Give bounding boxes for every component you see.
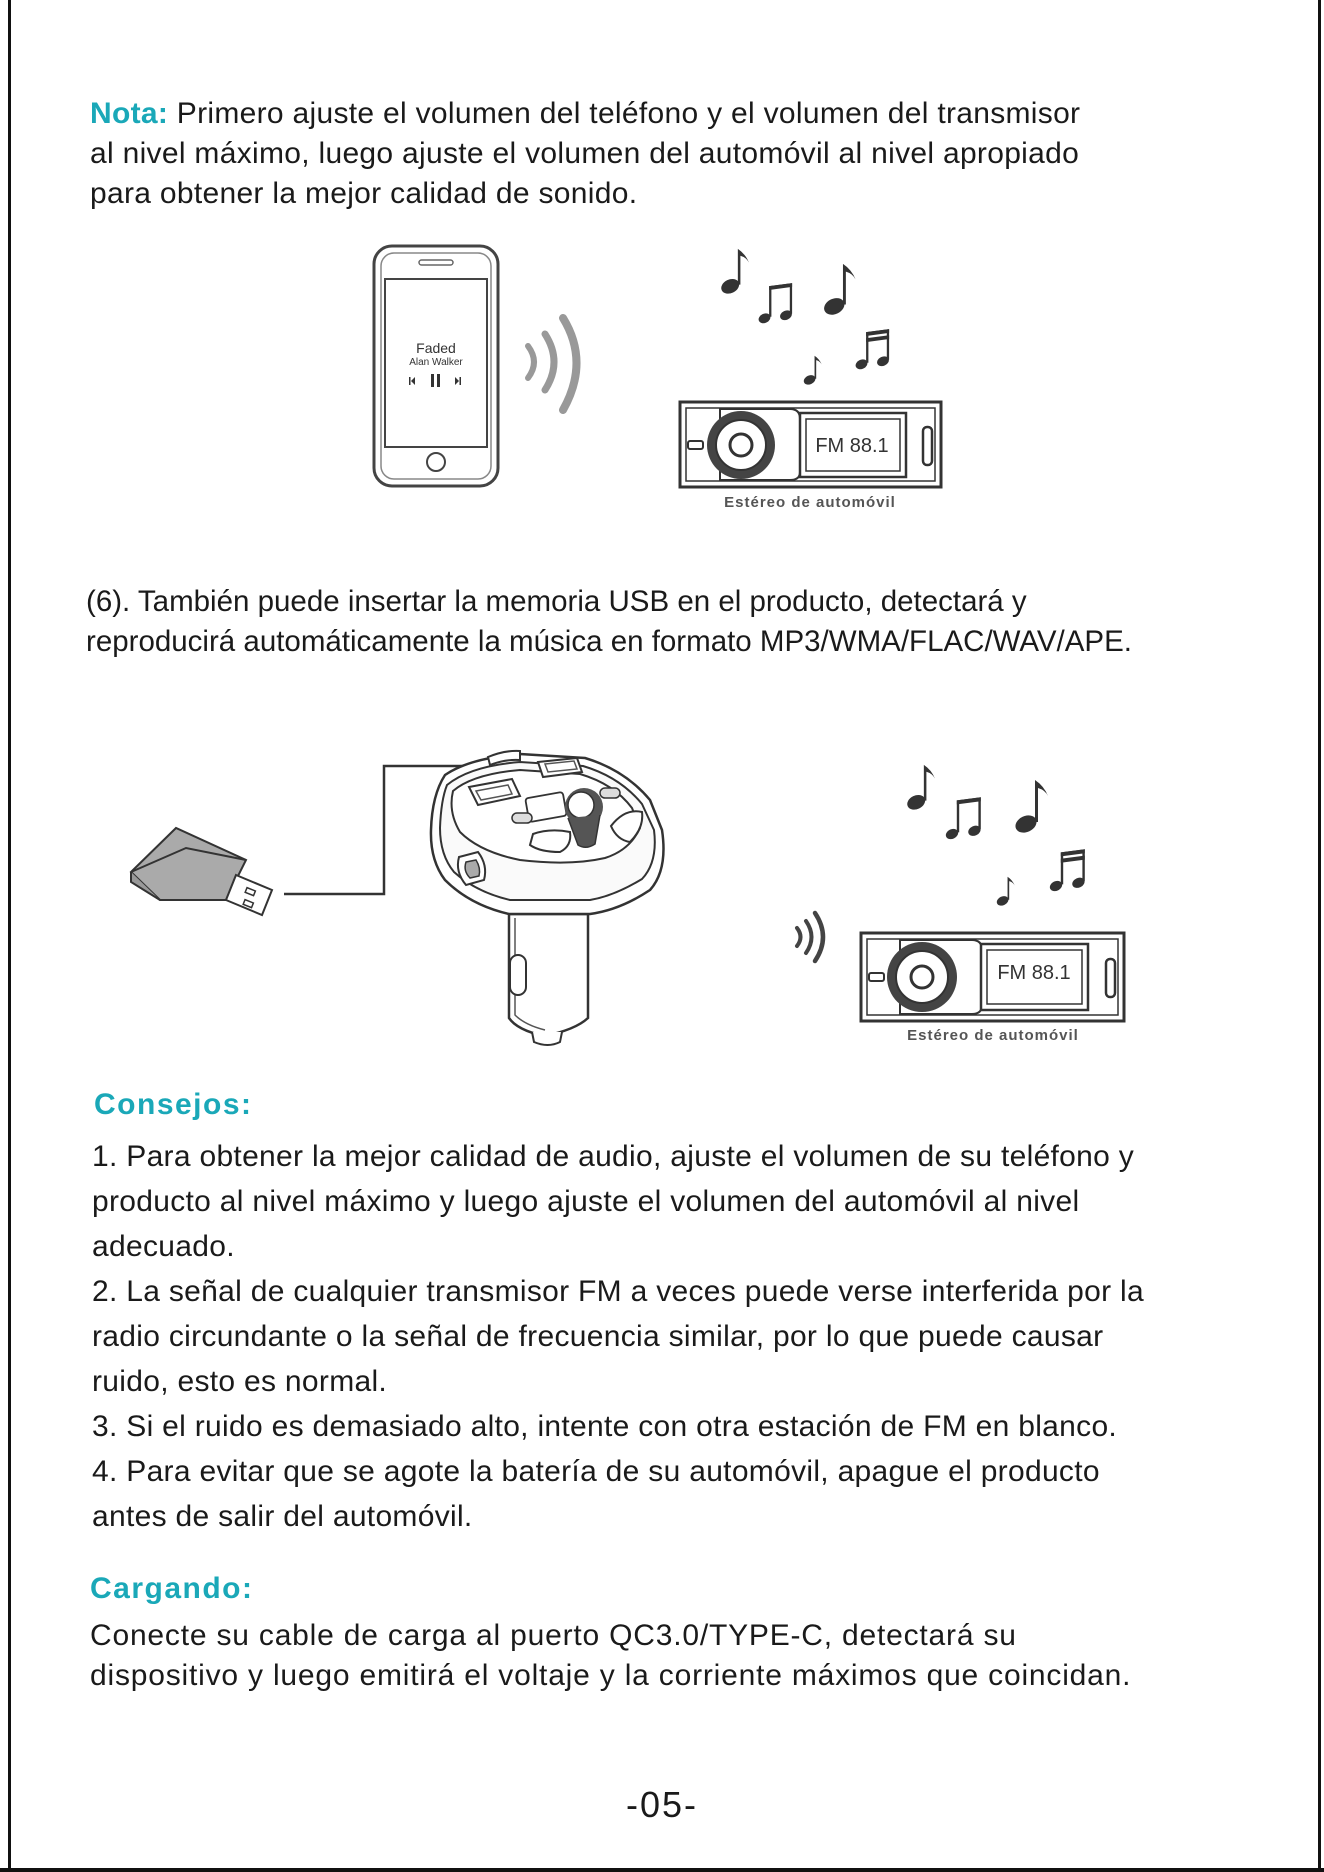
note-line: Primero ajuste el volumen del teléfono y el volumen del transmisor bbox=[168, 97, 1081, 130]
wireless-signal-icon bbox=[797, 913, 823, 961]
music-notes-icon bbox=[905, 765, 1086, 908]
fm-transmitter-illustration bbox=[431, 751, 664, 1045]
charging-paragraph bbox=[90, 1616, 1320, 1696]
tips-line: adecuado. bbox=[92, 1230, 235, 1263]
phone-artist: Alan Walker bbox=[409, 357, 463, 368]
note-line: al nivel máximo, luego ajuste el volumen del automóvil al nivel apropiado bbox=[90, 137, 1080, 170]
car-stereo-illustration bbox=[680, 402, 941, 511]
usb-paragraph bbox=[86, 582, 1316, 662]
tips-line: 2. La señal de cualquier transmisor FM a veces puede verse interferida por la bbox=[92, 1275, 1144, 1308]
tips-line: radio circundante o la señal de frecuencia similar, por lo que puede causar bbox=[92, 1320, 1104, 1353]
note-label: Nota: bbox=[90, 97, 169, 130]
usb-stick-illustration bbox=[131, 828, 272, 915]
usb-line: reproducirá automáticamente la música en formato MP3/WMA/FLAC/WAV/APE. bbox=[86, 625, 1132, 658]
page-number: -05- bbox=[625, 1784, 699, 1825]
tips-heading: Consejos: bbox=[94, 1088, 253, 1121]
tips-line: 4. Para evitar que se agote la batería de su automóvil, apague el producto bbox=[92, 1455, 1100, 1488]
tips-line: ruido, esto es normal. bbox=[92, 1365, 388, 1398]
radio-display: FM 88.1 bbox=[997, 962, 1071, 984]
tips-line: antes de salir del automóvil. bbox=[92, 1500, 473, 1533]
tips-list bbox=[92, 1134, 1292, 1539]
charging-line: Conecte su cable de carga al puerto QC3.0/TYPE-C, detectará su bbox=[90, 1619, 1017, 1652]
music-notes-icon bbox=[719, 249, 891, 387]
charging-line: dispositivo y luego emitirá el voltaje y la corriente máximos que coincidan. bbox=[90, 1659, 1132, 1692]
radio-caption: Estéreo de automóvil bbox=[907, 1027, 1079, 1044]
charging-heading: Cargando: bbox=[90, 1572, 254, 1605]
radio-caption: Estéreo de automóvil bbox=[724, 494, 896, 511]
car-stereo-illustration bbox=[861, 933, 1124, 1044]
tips-line: producto al nivel máximo y luego ajuste el volumen del automóvil al nivel bbox=[92, 1185, 1080, 1218]
phone-illustration bbox=[374, 246, 498, 486]
note-line: para obtener la mejor calidad de sonido. bbox=[90, 177, 638, 210]
phone-song-title: Faded bbox=[416, 340, 456, 356]
wireless-signal-icon bbox=[528, 318, 577, 410]
tips-line: 3. Si el ruido es demasiado alto, intente con otra estación de FM en blanco. bbox=[92, 1410, 1118, 1443]
tips-line: 1. Para obtener la mejor calidad de audio, ajuste el volumen de su teléfono y bbox=[92, 1140, 1135, 1173]
radio-display: FM 88.1 bbox=[815, 435, 889, 457]
usb-line: (6). También puede insertar la memoria USB en el producto, detectará y bbox=[86, 585, 1027, 618]
